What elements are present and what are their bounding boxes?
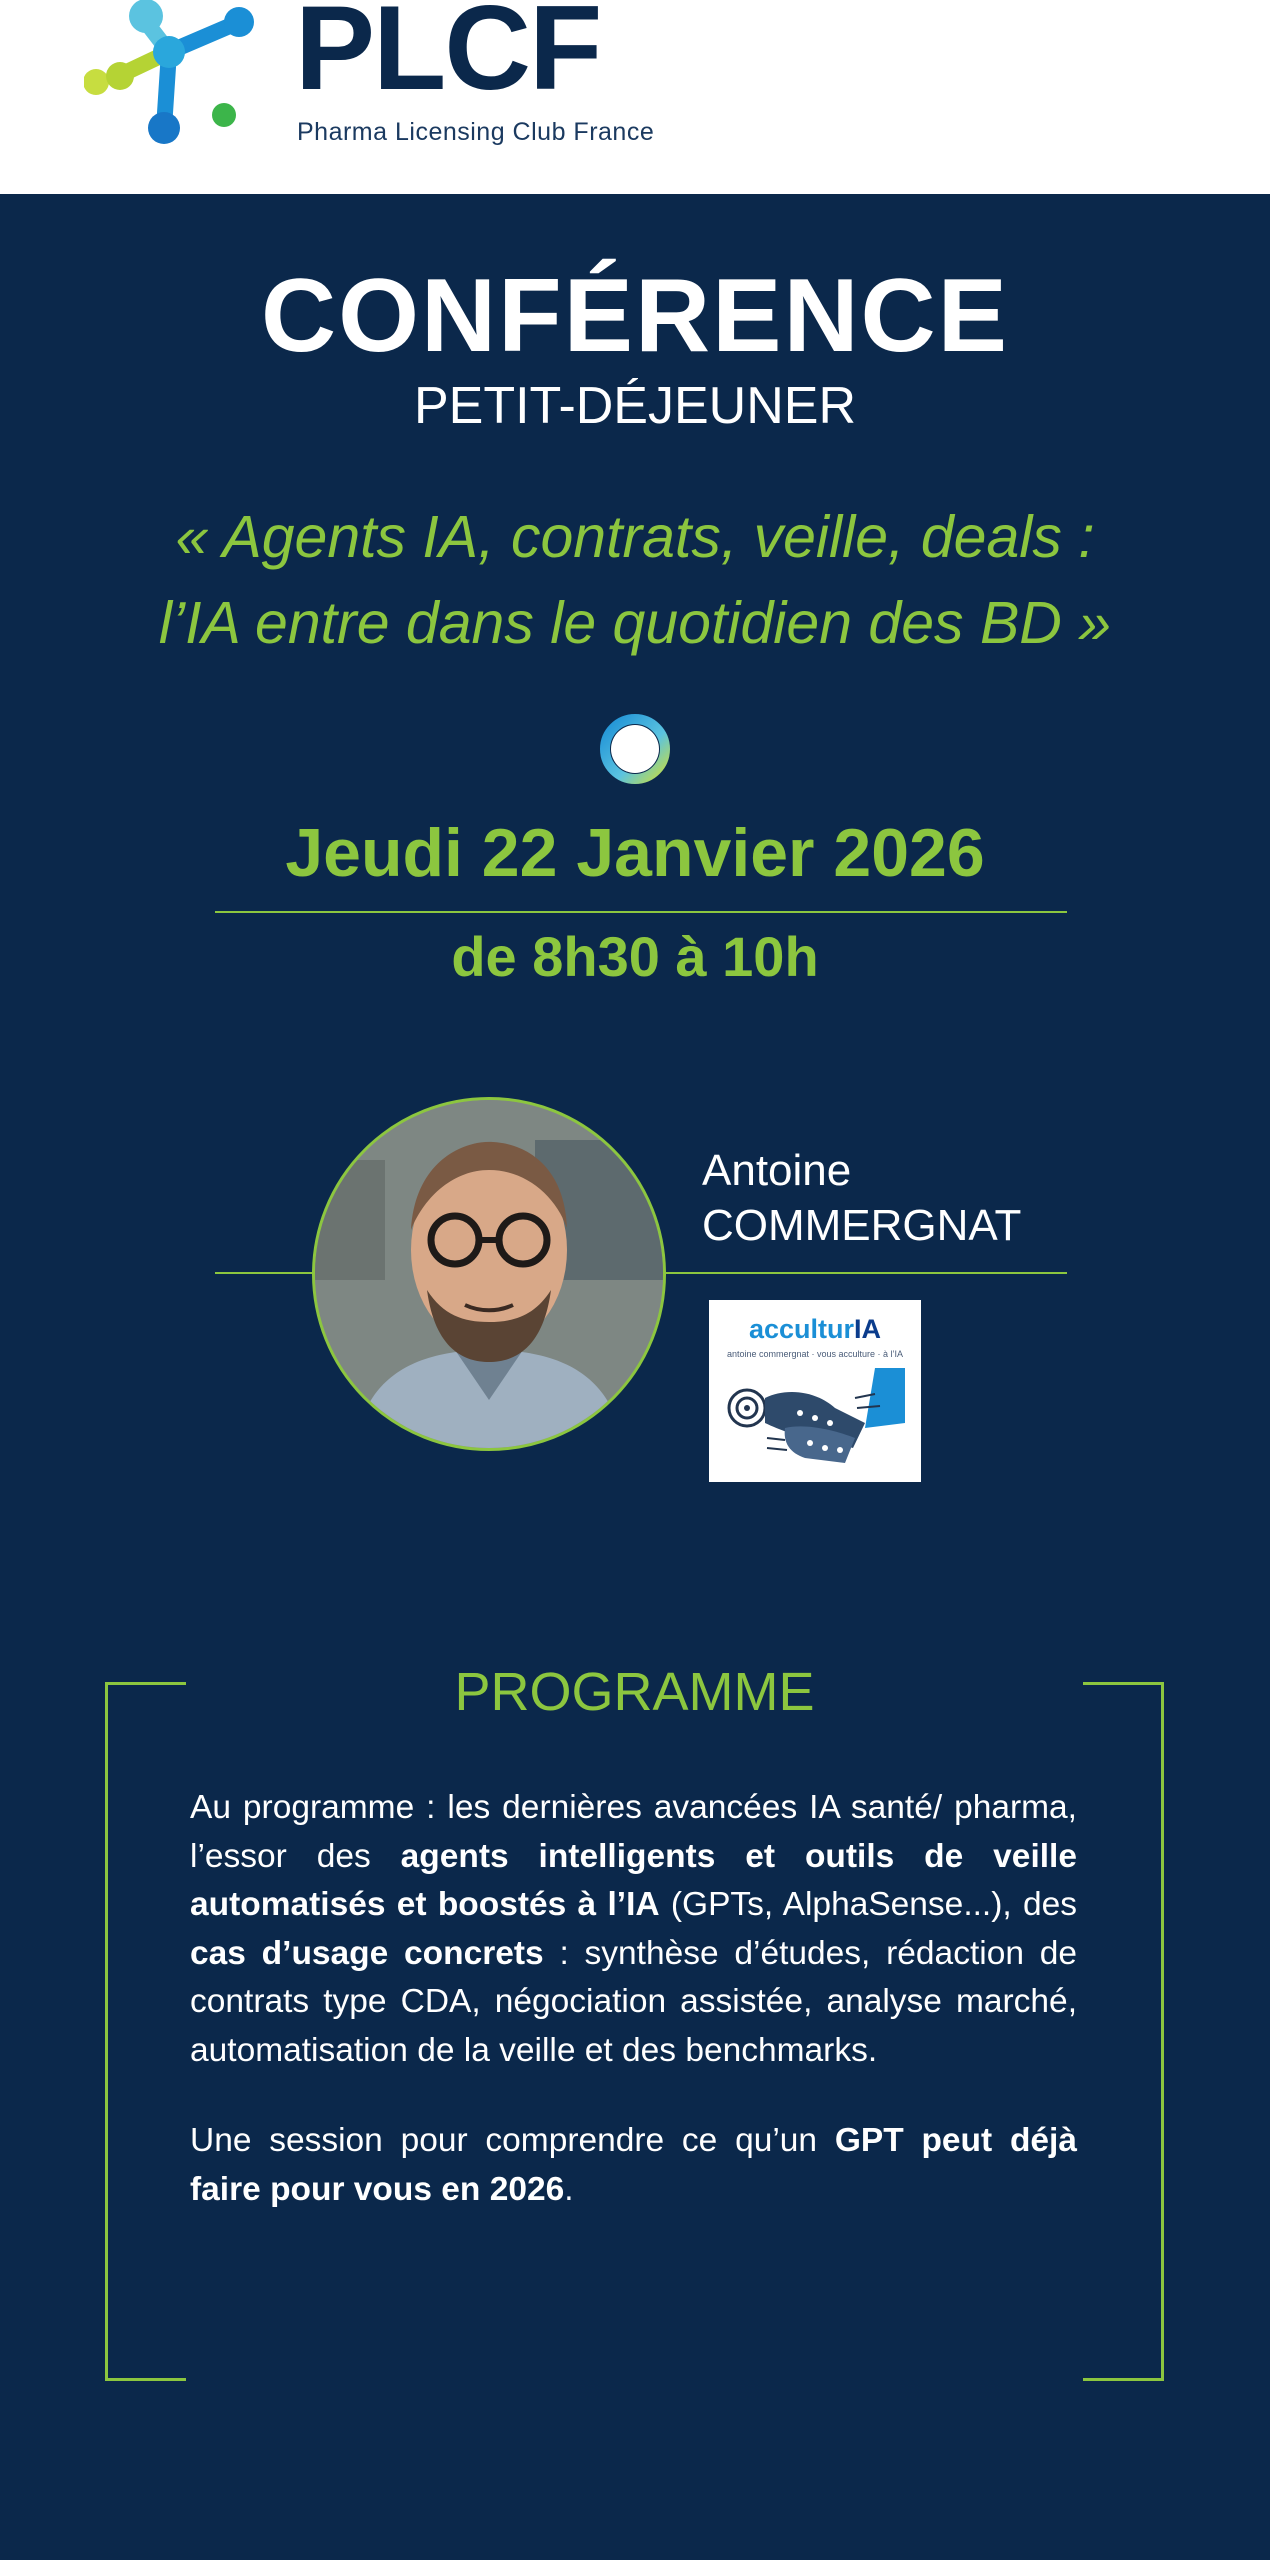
event-flyer xyxy=(0,194,1270,2560)
acculturia-tagline: antoine commergnat · vous acculture · à l’IA xyxy=(726,1349,904,1359)
event-date: Jeudi 22 Janvier 2026 xyxy=(285,815,985,891)
handshake-icon xyxy=(725,1368,905,1476)
speaker-first-name: Antoine xyxy=(702,1146,852,1195)
acculturia-wordmark: acculturIA xyxy=(748,1314,882,1344)
programme-paragraph-2: Une session pour comprendre ce qu’un GPT peut déjà faire pour vous en 2026. xyxy=(190,2122,1077,2208)
divider xyxy=(215,911,1067,913)
programme-title: PROGRAMME xyxy=(454,1662,815,1722)
header xyxy=(0,0,1270,194)
programme-section xyxy=(105,1662,1164,2375)
event-time: de 8h30 à 10h xyxy=(451,925,819,988)
brand-name: PLCF xyxy=(295,0,601,115)
ring-icon xyxy=(600,714,670,784)
right-bracket xyxy=(1083,1682,1164,2381)
event-title: CONFÉRENCE xyxy=(260,258,1010,374)
programme-text xyxy=(190,1784,1077,2214)
event-subtitle: PETIT-DÉJEUNER xyxy=(413,377,857,435)
quote-line-1: « Agents IA, contrats, veille, deals : xyxy=(175,504,1095,570)
event-quote xyxy=(0,494,1270,666)
programme-paragraph-1: Au programme : les dernières avancées IA santé/ pharma, l’essor des agents intelligents et outils de veille automatisés et boostés à l’IA (GPTs, AlphaSense...), des cas d’usage concrets : synthèse d’études, rédaction de contrats type CDA, négociation assistée, analyse marché, automatisation de la veille et des benchmarks. xyxy=(190,1789,1077,2069)
speaker-photo xyxy=(312,1097,666,1451)
quote-line-2: l’IA entre dans le quotidien des BD » xyxy=(158,590,1112,656)
left-bracket xyxy=(105,1682,186,2381)
brand-tagline: Pharma Licensing Club France xyxy=(297,118,655,146)
acculturia-logo xyxy=(709,1300,921,1482)
plcf-molecule-logo-icon xyxy=(84,0,264,150)
speaker-last-name: COMMERGNAT xyxy=(702,1201,1022,1250)
